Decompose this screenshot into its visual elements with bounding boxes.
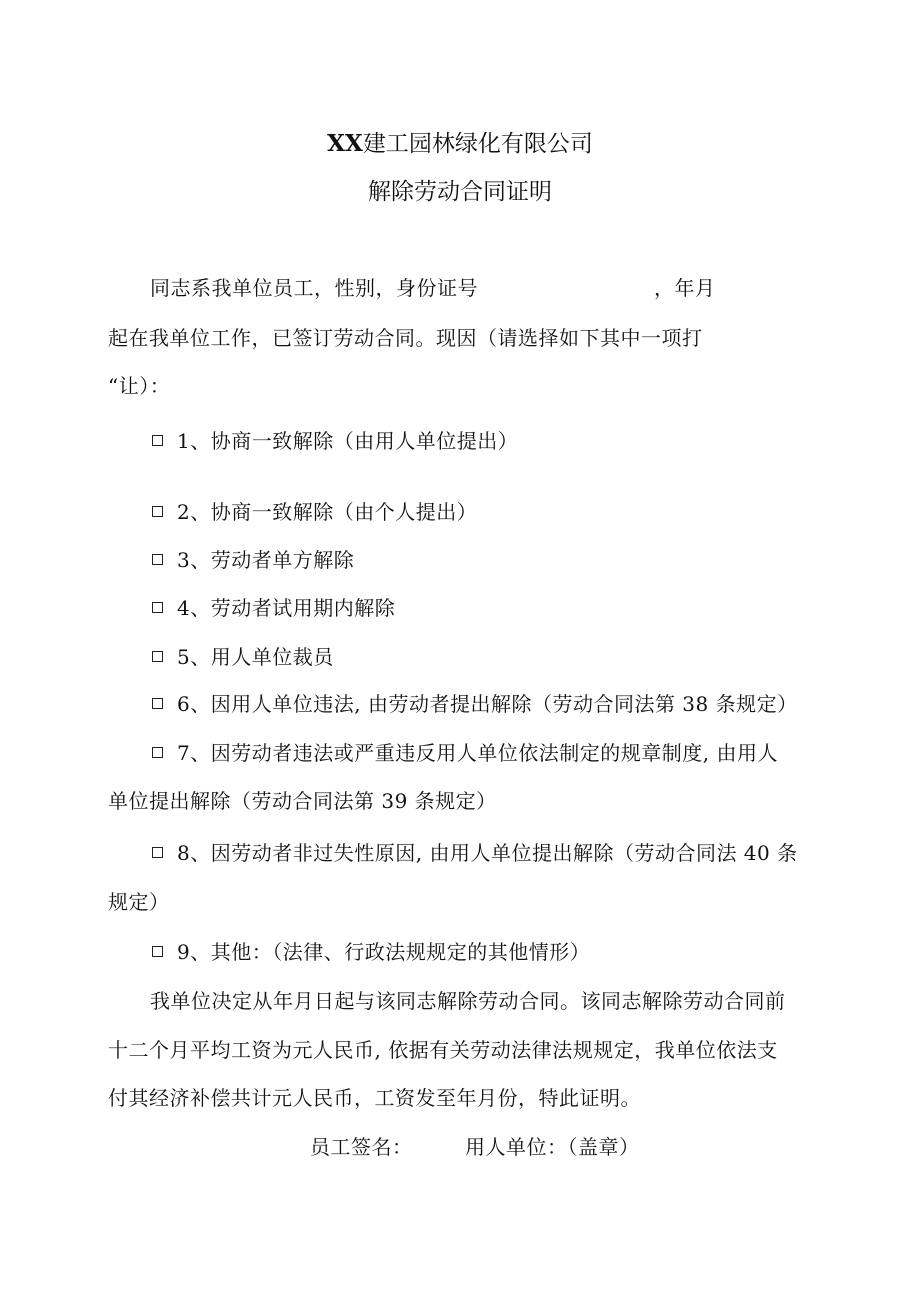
checkbox-1[interactable] [152, 435, 163, 446]
option-4-text: 4、劳动者试用期内解除 [177, 596, 396, 620]
checkbox-9[interactable] [152, 946, 163, 957]
intro-line-1-b: ，年月 [654, 276, 716, 300]
checkbox-4[interactable] [152, 602, 163, 613]
checkbox-8[interactable] [152, 847, 163, 858]
checkbox-2[interactable] [152, 506, 163, 517]
employee-signature-label: 员工签名： [310, 1135, 413, 1159]
company-name-rest: 建工园林绿化有限公司 [362, 131, 593, 157]
document-title: 解除劳动合同证明 [368, 179, 552, 205]
option-7 [152, 739, 778, 767]
closing-line-3: 付其经济补偿共计元人民币，工资发至年月份，特此证明。 [108, 1086, 641, 1110]
option-8 [152, 839, 798, 867]
intro-line-2: 起在我单位工作，已签订劳动合同。现因（请选择如下其中一项打 [108, 326, 703, 350]
option-8-continuation: 规定） [108, 890, 170, 914]
checkbox-6[interactable] [152, 698, 163, 709]
company-prefix: XX [327, 130, 363, 157]
option-5 [152, 643, 334, 671]
option-7-continuation: 单位提出解除（劳动合同法第 39 条规定） [108, 789, 497, 813]
intro-line-1-a: 同志系我单位员工，性别，身份证号 [150, 276, 478, 300]
option-1 [152, 427, 518, 455]
company-name [0, 128, 920, 160]
option-3 [152, 546, 354, 574]
option-9-text: 9、其他：（法律、行政法规规定的其他情形） [177, 940, 591, 964]
employer-seal-label: 用人单位：（盖章） [465, 1135, 640, 1159]
option-2 [152, 498, 477, 526]
option-3-text: 3、劳动者单方解除 [177, 548, 355, 572]
option-6-text: 6、因用人单位违法, 由劳动者提出解除（劳动合同法第 38 条规定） [177, 692, 798, 716]
option-9 [152, 938, 590, 966]
option-5-text: 5、用人单位裁员 [177, 645, 334, 669]
intro-line-1 [150, 274, 716, 302]
option-2-text: 2、协商一致解除（由个人提出） [177, 500, 478, 524]
closing-line-1: 我单位决定从年月日起与该同志解除劳动合同。该同志解除劳动合同前 [150, 989, 786, 1013]
checkbox-5[interactable] [152, 651, 163, 662]
option-4 [152, 594, 395, 622]
closing-line-2: 十二个月平均工资为元人民币, 依据有关劳动法律法规规定，我单位依法支 [108, 1038, 778, 1062]
option-1-text: 1、协商一致解除（由用人单位提出） [177, 429, 519, 453]
checkbox-3[interactable] [152, 554, 163, 565]
option-7-text: 7、因劳动者违法或严重违反用人单位依法制定的规章制度, 由用人 [177, 741, 778, 765]
checkbox-7[interactable] [152, 747, 163, 758]
option-6 [152, 690, 798, 718]
option-8-text: 8、因劳动者非过失性原因, 由用人单位提出解除（劳动合同法 40 条 [177, 841, 798, 865]
intro-line-3: “让）： [108, 374, 171, 398]
